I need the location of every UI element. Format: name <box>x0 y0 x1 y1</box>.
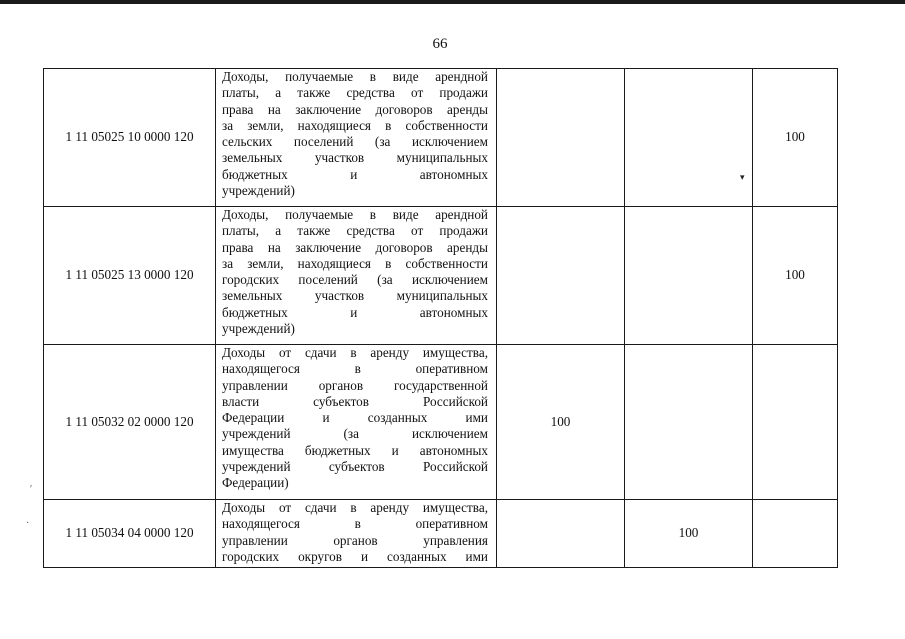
value-cell-col3 <box>497 69 625 207</box>
value-cell-col3: 100 <box>497 345 625 500</box>
value-cell-col4 <box>625 207 753 345</box>
table-row <box>44 500 838 568</box>
table-row <box>44 69 838 207</box>
description-line: права на заключение договоров аренды <box>222 239 488 255</box>
income-description-cell <box>216 207 497 345</box>
page-top-edge <box>0 0 905 4</box>
value-cell-col5 <box>753 345 838 500</box>
income-code-cell: 1 11 05025 13 0000 120 <box>44 207 216 345</box>
income-description-cell <box>216 500 497 568</box>
page-number: 66 <box>432 36 448 52</box>
scan-speck: ▾ <box>740 172 745 182</box>
description-line: права на заключение договоров аренды <box>222 101 488 117</box>
description-line: платы, а также средства от продажи <box>222 85 488 101</box>
description-line: находящегося в оперативном <box>222 361 488 377</box>
description-line: имущества бюджетных и автономных <box>222 442 488 458</box>
description-line: бюджетных и автономных <box>222 304 488 320</box>
income-code-cell: 1 11 05034 04 0000 120 <box>44 500 216 568</box>
description-line: Федерации) <box>222 475 289 491</box>
description-line: земельных участков муниципальных <box>222 150 488 166</box>
description-line: учреждений субъектов Российской <box>222 459 488 475</box>
value-cell-col4 <box>625 345 753 500</box>
value-cell-col5: 100 <box>753 69 838 207</box>
description-line: власти субъектов Российской <box>222 393 488 409</box>
description-line: Федерации и созданных ими <box>222 410 488 426</box>
value-cell-col4 <box>625 69 753 207</box>
description-line: управлении органов государственной <box>222 377 488 393</box>
description-line: учреждений) <box>222 183 295 199</box>
income-description-cell <box>216 69 497 207</box>
income-code-cell: 1 11 05032 02 0000 120 <box>44 345 216 500</box>
scan-speck: ′ <box>30 484 33 495</box>
description-line: земельных участков муниципальных <box>222 288 488 304</box>
description-line: за земли, находящиеся в собственности <box>222 255 488 271</box>
description-line: Доходы от сдачи в аренду имущества, <box>222 345 488 360</box>
description-line: городских округов и созданных ими <box>222 548 488 564</box>
value-cell-col5 <box>753 500 838 568</box>
description-line: Доходы, получаемые в виде арендной <box>222 69 488 84</box>
description-line: учреждений) <box>222 321 295 337</box>
description-line: Доходы от сдачи в аренду имущества, <box>222 500 488 515</box>
value-cell-col4: 100 <box>625 500 753 568</box>
description-line: управлении органов управления <box>222 532 488 548</box>
income-code-cell: 1 11 05025 10 0000 120 <box>44 69 216 207</box>
table-row <box>44 207 838 345</box>
table-row <box>44 345 838 500</box>
description-line: платы, а также средства от продажи <box>222 223 488 239</box>
description-line: за земли, находящиеся в собственности <box>222 117 488 133</box>
income-description-cell <box>216 345 497 500</box>
description-line: сельских поселений (за исключением <box>222 134 488 150</box>
value-cell-col3 <box>497 500 625 568</box>
description-line: учреждений (за исключением <box>222 426 488 442</box>
description-line: Доходы, получаемые в виде арендной <box>222 207 488 222</box>
description-line: находящегося в оперативном <box>222 516 488 532</box>
description-line: бюджетных и автономных <box>222 166 488 182</box>
description-line: городских поселений (за исключением <box>222 272 488 288</box>
value-cell-col3 <box>497 207 625 345</box>
scan-speck: · <box>26 518 30 529</box>
value-cell-col5: 100 <box>753 207 838 345</box>
budget-income-table <box>43 68 838 568</box>
